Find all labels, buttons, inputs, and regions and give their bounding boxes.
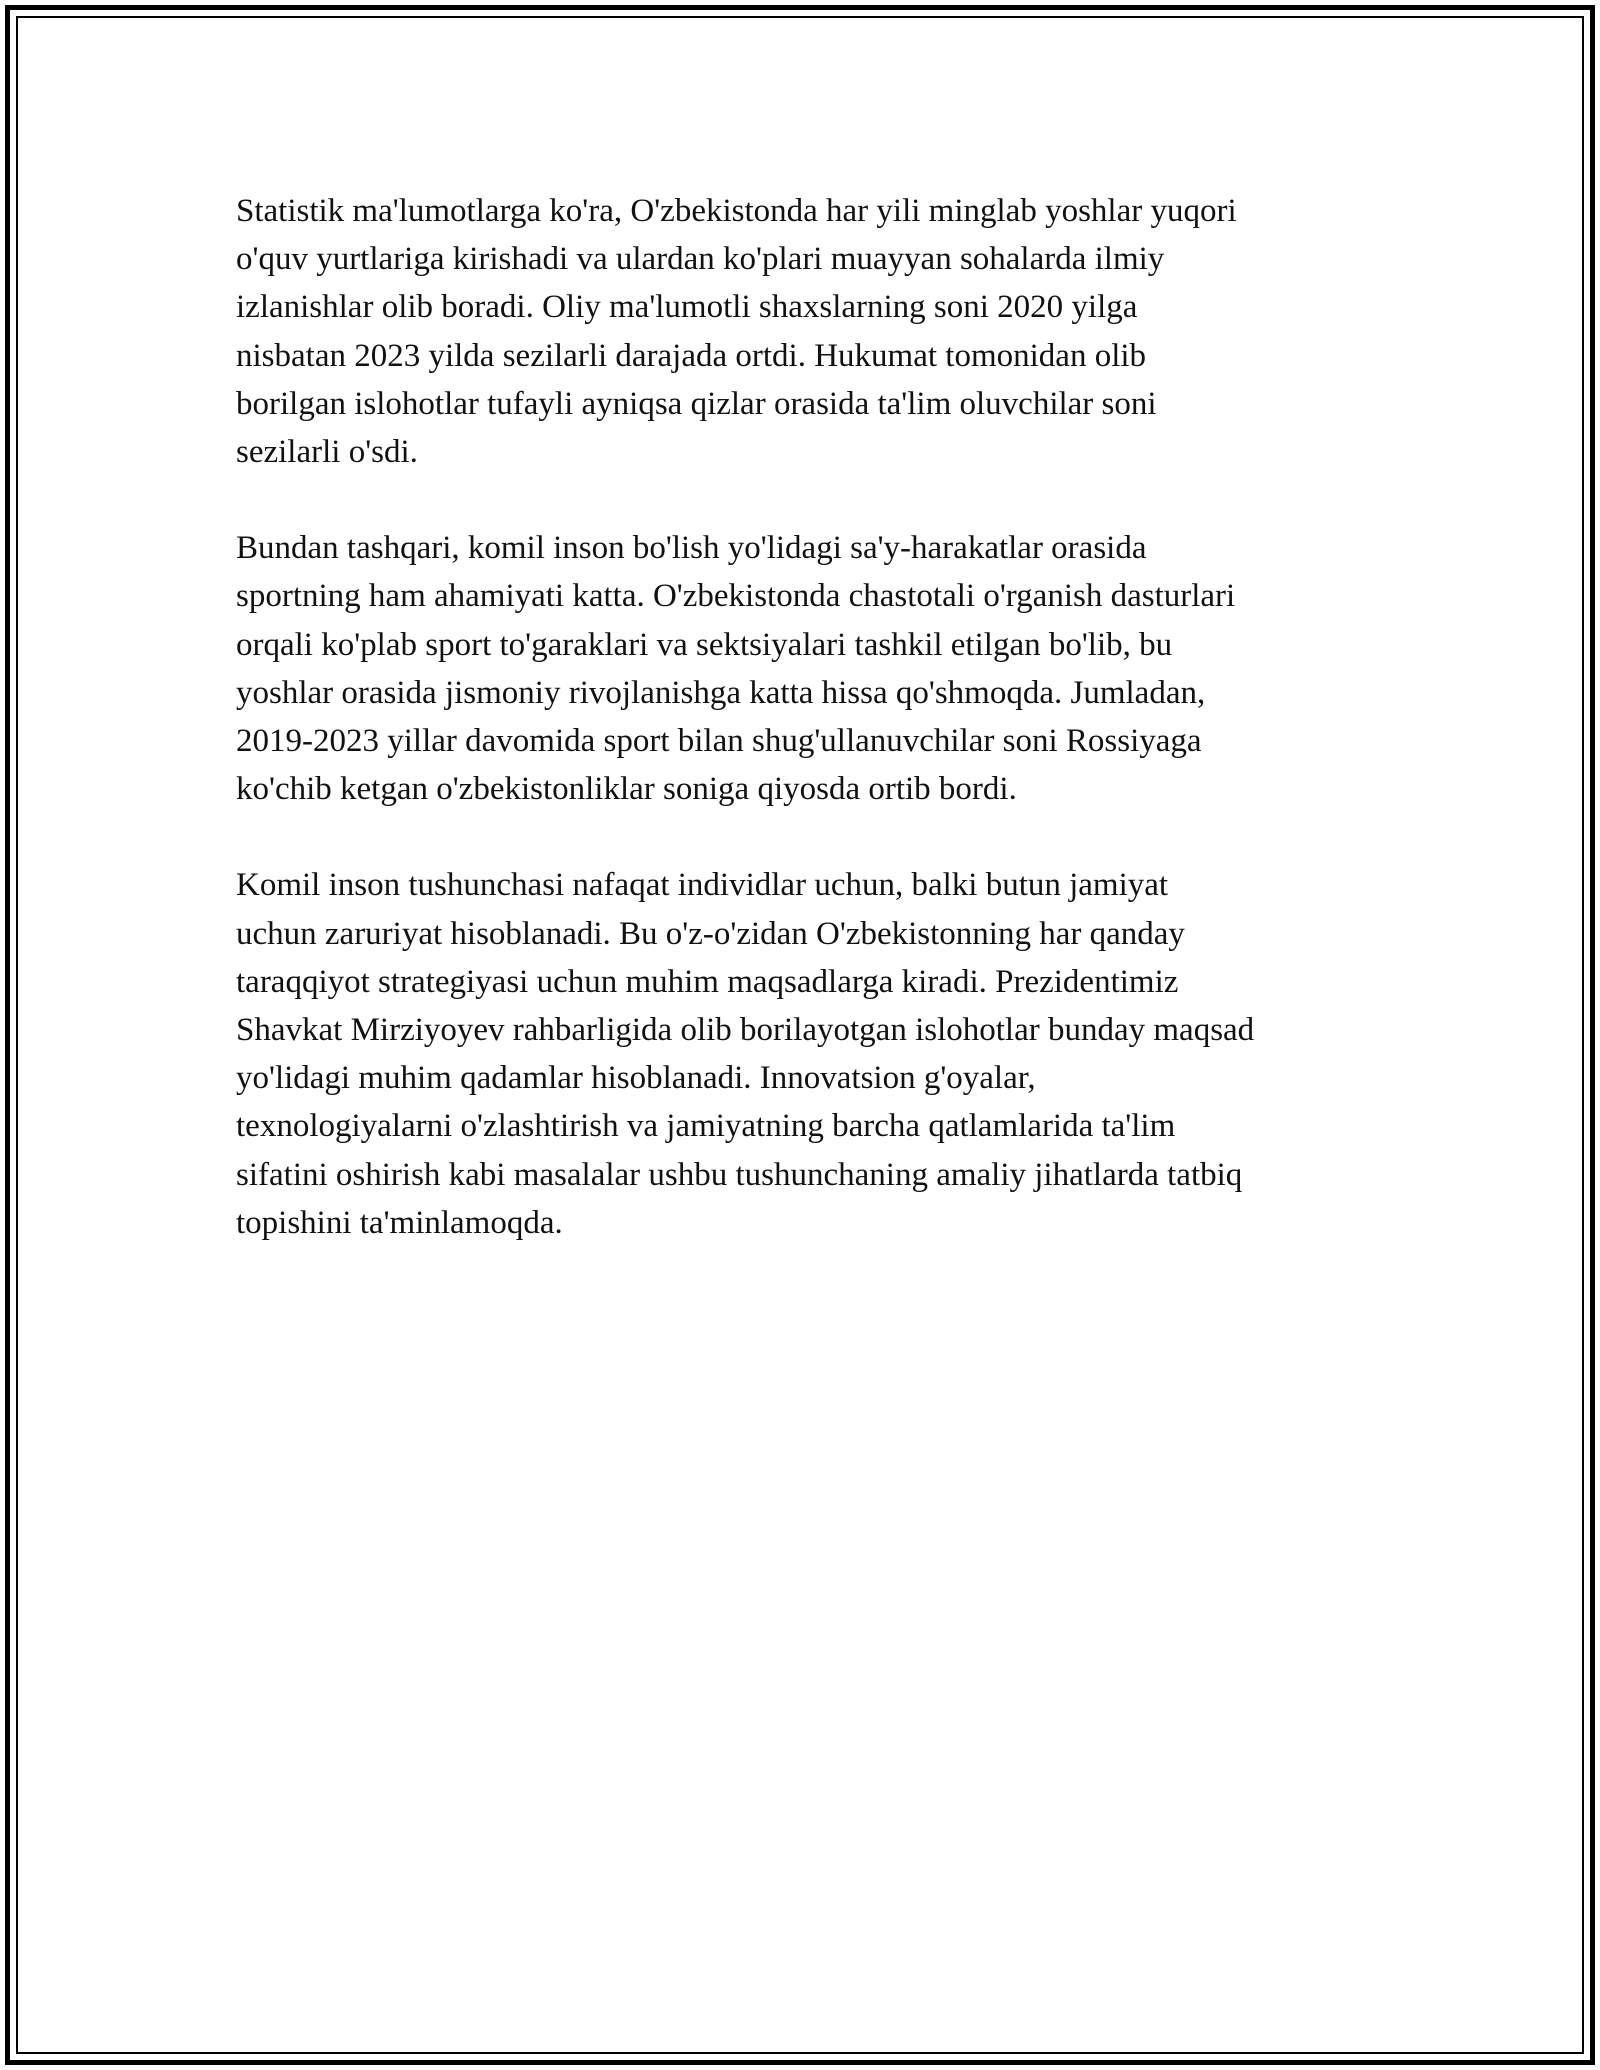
paragraph-komil-inson-concept: Komil inson tushunchasi nafaqat individlar uchun, balki butun jamiyat uchun zaruriyat hisoblanadi. Bu o'z-o'zidan O'zbekistonning har qanday taraqqiyot strategiyasi uchun muhim maqsadlarga kiradi. Prezidentimiz Shavkat Mirziyoyev rahbarligida olib borilayotgan islohotlar bunday maqsad yo'lidagi muhim qadamlar hisoblanadi. Innovatsion g'oyalar, texnologiyalarni o'zlashtirish va jamiyatning barcha qatlamlarida ta'lim sifatini oshirish kabi masalalar ushbu tushunchaning amaliy jihatlarda tatbiq topishini ta'minlamoqda. xyxy=(236,867,1255,1241)
paragraph-sport-development: Bundan tashqari, komil inson bo'lish yo'lidagi sa'y-harakatlar orasida sportning ham ahamiyati katta. O'zbekistonda chastotali o'rganish dasturlari orqali ko'plab sport to'garaklari va sektsiyalari tashkil etilgan bo'lib, bu yoshlar orasida jismoniy rivojlanishga katta hissa qo'shmoqda. Jumladan, 2019-2023 yillar davomida sport bilan shug'ullanuvchilar soni Rossiyaga ko'chib ketgan o'zbekistonliklar soniga qiyosda ortib bordi. xyxy=(236,530,1236,808)
document-body xyxy=(236,187,1386,1295)
paragraph-education-statistics: Statistik ma'lumotlarga ko'ra, O'zbekistonda har yili minglab yoshlar yuqori o'quv yurtlariga kirishadi va ulardan ko'plari muayyan sohalarda ilmiy izlanishlar olib boradi. Oliy ma'lumotli shaxslarning soni 2020 yilga nisbatan 2023 yilda sezilarli darajada ortdi. Hukumat tomonidan olib borilgan islohotlar tufayli ayniqsa qizlar orasida ta'lim oluvchilar soni sezilarli o'sdi. xyxy=(236,193,1237,471)
